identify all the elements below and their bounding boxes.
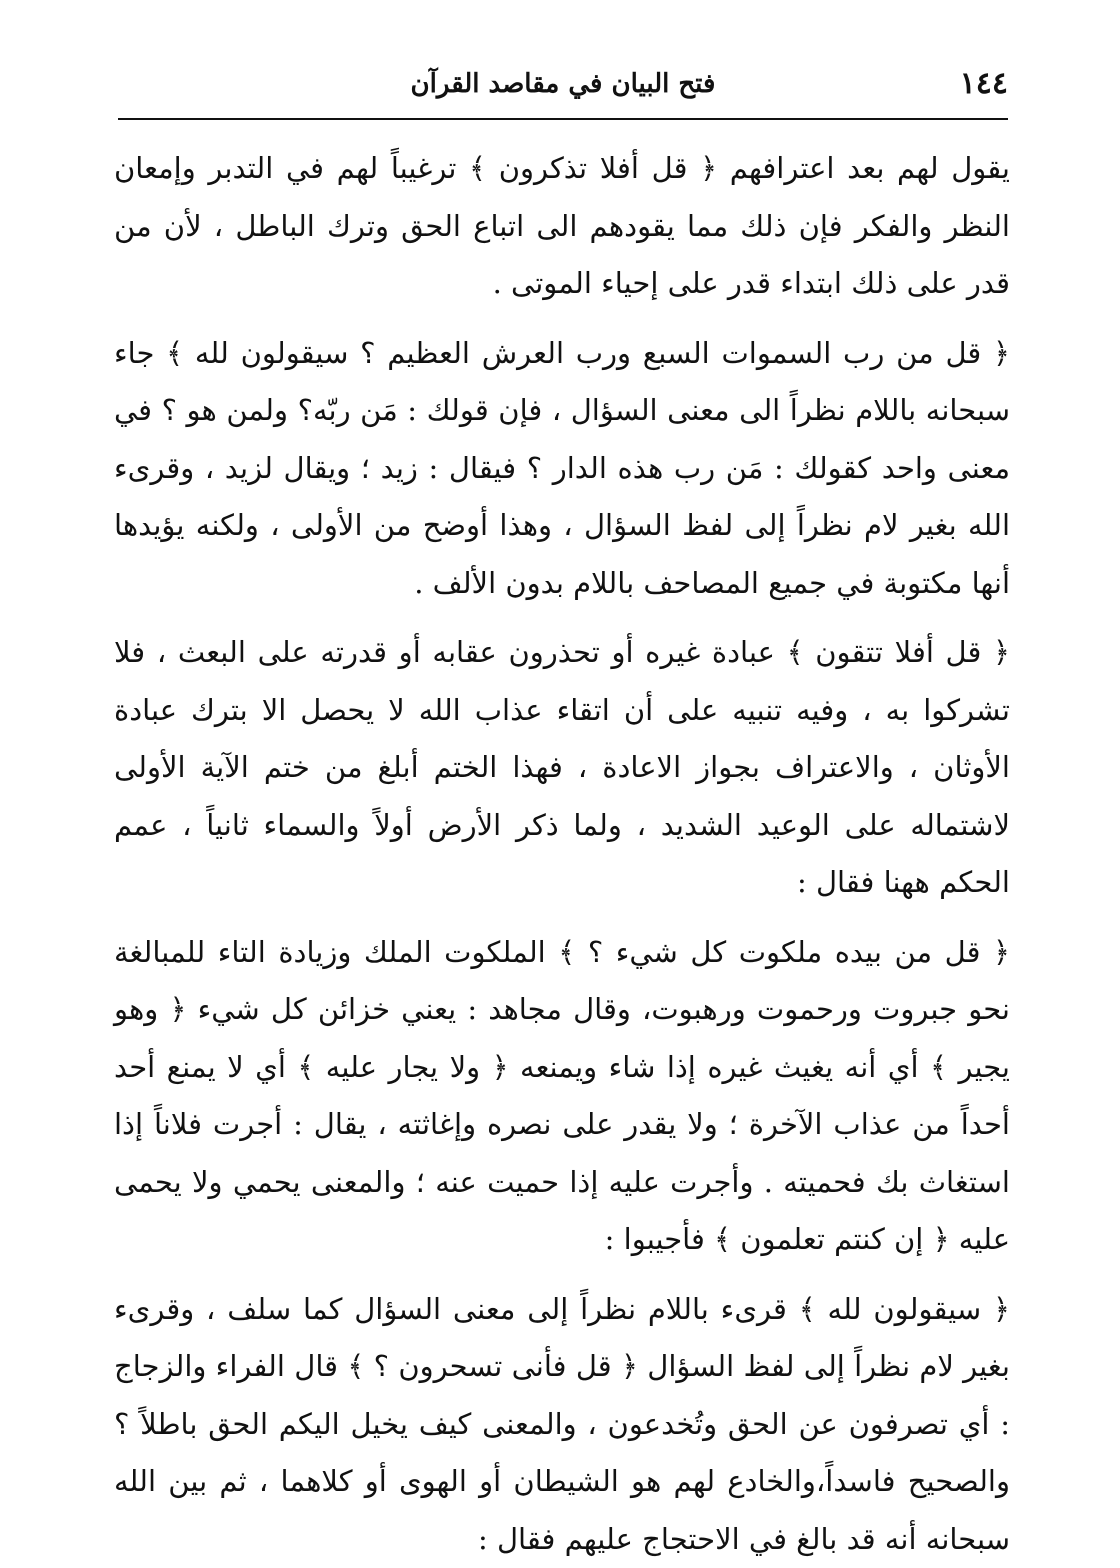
page-number: ١٤٤ bbox=[960, 62, 1008, 106]
page-header bbox=[118, 62, 1008, 118]
paragraph-4: ﴿ قل من بيده ملكوت كل شيء ؟ ﴾ الملكوت الملك وزيادة التاء للمبالغة نحو جبروت ورحموت ورهبوت، وقال مجاهد : يعني خزائن كل شيء ﴿ وهو يجير ﴾ أي أنه يغيث غيره إذا شاء ويمنعه ﴿ ولا يجار عليه ﴾ أي لا يمنع أحد أحداً من عذاب الآخرة ؛ ولا يقدر على نصره وإغاثته ، يقال : أجرت فلاناً إذا استغاث بك فحميته . وأجرت عليه إذا حميت عنه ؛ والمعنى يحمي ولا يحمى عليه ﴿ إن كنتم تعلمون ﴾ فأجيبوا : bbox=[114, 924, 1010, 1269]
running-title: فتح البيان في مقاصد القرآن bbox=[118, 64, 1008, 104]
paragraph-3: ﴿ قل أفلا تتقون ﴾ عبادة غيره أو تحذرون عقابه أو قدرته على البعث ، فلا تشركوا به ، وفيه تنبيه على أن اتقاء عذاب الله لا يحصل الا بترك عبادة الأوثان ، والاعتراف بجواز الاعادة ، فهذا الختم أبلغ من ختم الآية الأولى لاشتماله على الوعيد الشديد ، ولما ذكر الأرض أولاً والسماء ثانياً ، عمم الحكم ههنا فقال : bbox=[114, 624, 1010, 912]
paragraph-5: ﴿ سيقولون لله ﴾ قرىء باللام نظراً إلى معنى السؤال كما سلف ، وقرىء بغير لام نظراً إلى لفظ السؤال ﴿ قل فأنى تسحرون ؟ ﴾ قال الفراء والزجاج : أي تصرفون عن الحق وتُخدعون ، والمعنى كيف يخيل اليكم الحق باطلاً ؟ والصحيح فاسداً،والخادع لهم هو الشيطان أو الهوى أو كلاهما ، ثم بين الله سبحانه أنه قد بالغ في الاحتجاج عليهم فقال : bbox=[114, 1281, 1010, 1568]
paragraph-2: ﴿ قل من رب السموات السبع ورب العرش العظيم ؟ سيقولون لله ﴾ جاء سبحانه باللام نظراً الى معنى السؤال ، فإن قولك : مَن ربّه؟ ولمن هو ؟ في معنى واحد كقولك : مَن رب هذه الدار ؟ فيقال : زيد ؛ ويقال لزيد ، وقرىء الله بغير لام نظراً إلى لفظ السؤال ، وهذا أوضح من الأولى ، ولكنه يؤيدها أنها مكتوبة في جميع المصاحف باللام بدون الألف . bbox=[114, 325, 1010, 613]
paragraph-1: يقول لهم بعد اعترافهم ﴿ قل أفلا تذكرون ﴾ ترغيباً لهم في التدبر وإمعان النظر والفكر فإن ذلك مما يقودهم الى اتباع الحق وترك الباطل ، لأن من قدر على ذلك ابتداء قدر على إحياء الموتى . bbox=[114, 140, 1010, 313]
body-text bbox=[114, 140, 1010, 1568]
header-divider bbox=[118, 118, 1008, 120]
